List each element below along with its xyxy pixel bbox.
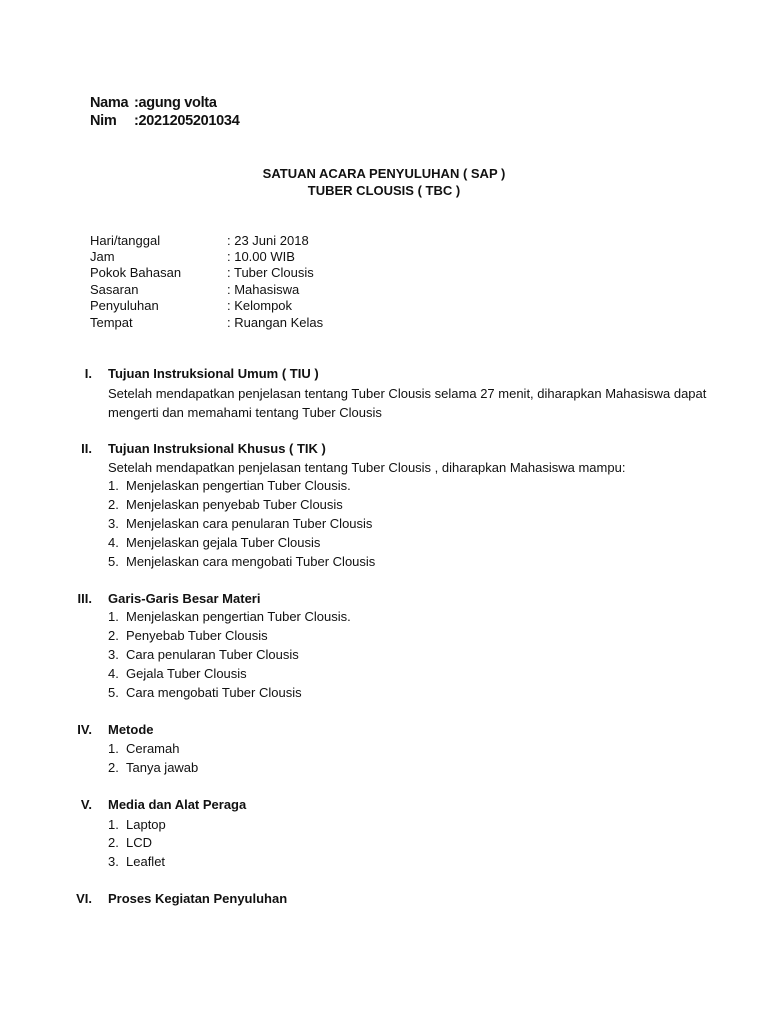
section-number: I.	[84, 366, 92, 381]
info-value: : Kelompok	[227, 298, 293, 313]
info-value: : Mahasiswa	[227, 282, 300, 297]
section-title-tiu: Tujuan Instruksional Umum ( TIU )	[108, 366, 319, 381]
section-title-metode: Metode	[108, 722, 154, 737]
section-number: VI.	[76, 891, 92, 906]
info-row	[90, 249, 295, 265]
nim-key: Nim	[90, 113, 117, 129]
section-paragraph: Setelah mendapatkan penjelasan tentang Tuber Clousis selama 27 menit, diharapkan Mahasiswa dapat mengerti dan memahami tentang Tuber Clousis	[108, 386, 707, 420]
name-value: :agung volta	[134, 95, 217, 111]
info-label: Pokok Bahasan	[90, 265, 182, 280]
section-number: II.	[81, 441, 92, 456]
info-row	[90, 233, 309, 249]
info-row	[90, 298, 292, 314]
info-label: Tempat	[90, 315, 133, 330]
document-title: SATUAN ACARA PENYULUHAN ( SAP )	[262, 166, 506, 181]
info-label: Hari/tanggal	[90, 233, 161, 248]
info-label: Sasaran	[90, 282, 139, 297]
section-title-tik: Tujuan Instruksional Khusus ( TIK )	[108, 441, 326, 456]
document-page: Nama :agung volta Nim :2021205201034 SATUAN ACARA PENYULUHAN ( SAP ) TUBER CLOUSIS ( TBC ) Hari/tanggal : 23 Juni 2018 Jam : 10.00 WIB Pokok Bahasan : Tuber Clousis Sasaran : Mahasiswa Penyuluhan : Kelompok Tempat : Ruangan Kelas I. Tujuan Instruksional Umum ( TIU ) Setelah mendapatkan penjelasan tentang Tuber Clousis selama 27 menit, diharapkan Mahasiswa dapat mengerti dan memahami tentang Tuber Clousis II. Tujuan Instruksional Khusus ( TIK ) Setelah mendapatkan penjelasan tentang Tuber Clousis , diharapkan Mahasiswa mampu: 1. Menjelaskan pengertian Tuber Clousis. 2. Menjelaskan penyebab Tuber Clousis 3. Menjelaskan cara penularan Tuber Clousis 4. Menjelaskan gejala Tuber Clousis 5. Menjelaskan cara mengobati Tuber Clousis III. Garis-Garis Besar Materi 1. Menjelaskan pengertian Tuber Clousis. 2. Penyebab Tuber Clousis 3. Cara penularan Tuber Clousis 4. Gejala Tuber Clousis 5. Cara mengobati Tuber Clousis IV. Metode 1. Ceramah 2. Tanya jawab V. Media dan Alat Peraga 1. Laptop 2. LCD 3. Leaflet VI. Proses Kegiatan Penyuluhan	[0, 0, 768, 1024]
student-name	[90, 95, 217, 111]
name-key: Nama	[90, 95, 129, 111]
info-value: : Ruangan Kelas	[227, 315, 324, 330]
info-label: Penyuluhan	[90, 298, 159, 313]
info-label: Jam	[90, 249, 115, 264]
info-value: : Tuber Clousis	[227, 265, 314, 280]
info-row	[90, 315, 323, 331]
section-title-media: Media dan Alat Peraga	[108, 797, 247, 812]
nim-value: :2021205201034	[134, 113, 240, 129]
section-number: III.	[77, 591, 92, 606]
info-row	[90, 265, 314, 281]
section-paragraph: Setelah mendapatkan penjelasan tentang Tuber Clousis , diharapkan Mahasiswa mampu:	[108, 460, 626, 475]
section-number: IV.	[77, 722, 92, 737]
info-value: : 10.00 WIB	[227, 249, 295, 264]
section-title-materi: Garis-Garis Besar Materi	[108, 591, 261, 606]
student-nim	[90, 113, 239, 129]
info-value: : 23 Juni 2018	[227, 233, 309, 248]
document-subtitle: TUBER CLOUSIS ( TBC )	[307, 183, 461, 198]
section-title-proses: Proses Kegiatan Penyuluhan	[108, 891, 288, 906]
section-number: V.	[80, 797, 92, 812]
info-row	[90, 282, 299, 298]
